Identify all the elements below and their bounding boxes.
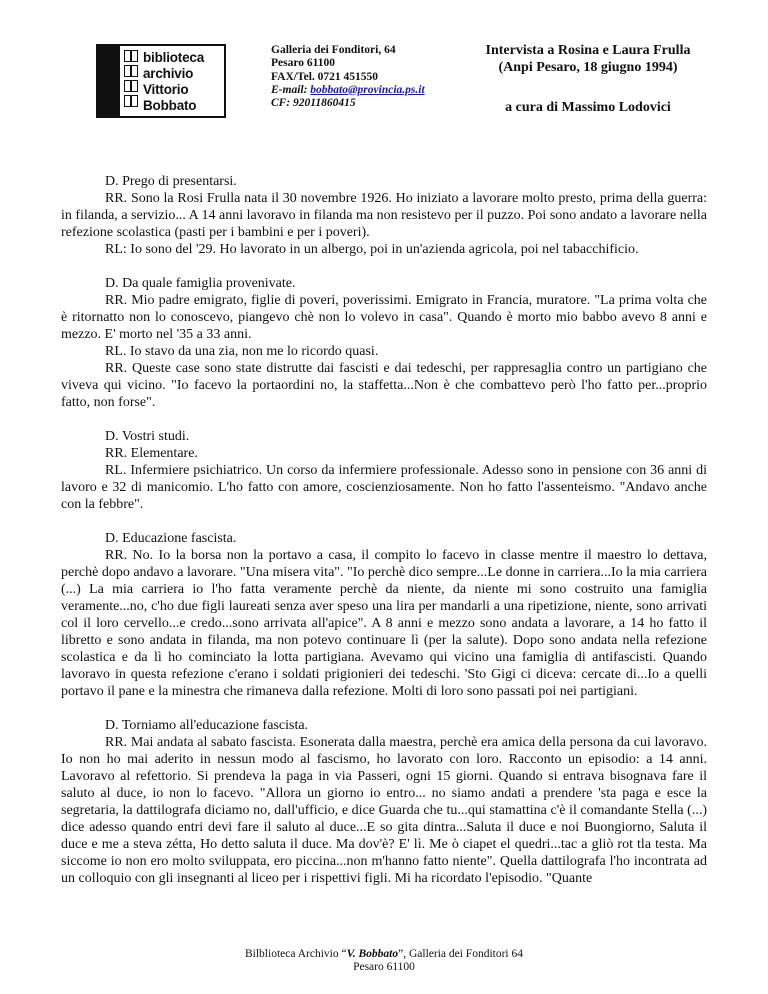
- contact-address: Galleria dei Fonditori, 64: [271, 44, 396, 56]
- library-logo: [96, 44, 226, 118]
- logo-bar: [98, 46, 120, 116]
- contact-fax: FAX/Tel. 0721 451550: [271, 70, 379, 83]
- book-icon: [124, 50, 138, 62]
- contact-email-link[interactable]: bobbato@provincia.ps.it: [310, 83, 425, 96]
- title-curator: a cura di Massimo Lodovici: [505, 100, 671, 115]
- interview-section: [61, 275, 707, 411]
- contact-city: Pesaro 61100: [271, 57, 335, 70]
- logo-word: Vittorio: [143, 82, 189, 97]
- logo-words: [143, 50, 204, 116]
- contact-cf: CF: 92011860415: [271, 97, 356, 110]
- interview-line: RR. Sono la Rosi Frulla nata il 30 novembre 1926. Ho iniziato a lavorare molto presto, prima della guerra: in filanda, a servizio... A 14 anni lavoravo in filanda ma non resistevo per il puzzo. Poi sono andato a lavorare nella refezione scolastica (pasti per i bambini e per i poveri).: [61, 191, 707, 240]
- interview-section: [61, 173, 707, 258]
- footer-line-2: Pesaro 61100: [353, 961, 415, 973]
- logo-word: archivio: [143, 66, 194, 81]
- interview-line: RL: Io sono del '29. Ho lavorato in un albergo, poi in un'azienda agricola, poi nel tabacchificio.: [105, 242, 639, 257]
- interview-line: D. Da quale famiglia provenivate.: [105, 276, 296, 291]
- logo-word: Bobbato: [143, 98, 197, 113]
- footer-suffix: ”, Galleria dei Fonditori 64: [398, 948, 523, 960]
- book-icon: [124, 65, 138, 77]
- interview-line: D. Prego di presentarsi.: [105, 174, 237, 189]
- footer-prefix: Bilblioteca Archivio “: [245, 948, 347, 960]
- interview-line: D. Vostri studi.: [105, 429, 190, 444]
- interview-section: [61, 428, 707, 513]
- book-icon: [124, 95, 138, 107]
- interview-line: RL. Io stavo da una zia, non me lo ricordo quasi.: [105, 344, 379, 359]
- interview-line: D. Torniamo all'educazione fascista.: [105, 718, 309, 733]
- footer-line-1: [0, 948, 768, 961]
- interview-line: RR. Queste case sono state distrutte dai fascisti e dai tedeschi, per rappresaglia contro un partigiano che viveva qui vicino. "Io facevo la portaordini no, la staffetta...Non è che combattevo però l'ho fatto per...proprio fatto, non forse".: [61, 361, 707, 410]
- interview-line: D. Educazione fascista.: [105, 531, 237, 546]
- contact-email-line: [271, 84, 425, 97]
- book-icon: [124, 80, 138, 92]
- logo-body: [120, 46, 204, 116]
- contact-email-label: E-mail:: [271, 83, 308, 96]
- interview-line: RR. Elementare.: [105, 446, 198, 461]
- footer-name: V. Bobbato: [346, 948, 399, 960]
- title-line-1: Intervista a Rosina e Laura Frulla: [485, 43, 691, 58]
- interview-body: [61, 173, 707, 904]
- logo-word: biblioteca: [143, 50, 205, 65]
- interview-line: RR. Mai andata al sabato fascista. Esonerata dalla maestra, perchè era amica della persona da cui lavoravo. Io non ho mai aderito in nessun modo al fascismo, ho lavorato con loro. Racconto un episodio: a 14 anni. Lavoravo al refettorio. Si prendeva la paga in via Passeri, ogni 15 giorni. Quando si entrava bisognava fare il saluto al duce, io non lo facevo. "Allora un giorno io entro... no siamo andati a prendere 'sta paga e esce la segretaria, la dattilografa diciamo no, dall'ufficio, e dice Guarda che tu...qui stamattina c'è il comandante Stella (...) dice adesso quando entri devi fare il saluto al duce...E so gita dintra...Saluta il duce e noi Buongiorno, Saluta il duce e me a steva zétta, Ho detto saluta il duce. Ma dov'è? E' lì. Me ò ciapet el quedri...tac a gliò rot tla testa. Ma siccome io non ero molto sviluppata, ero piccina...non m'hanno fatto niente". Quella dattilografa l'ho incontrata ad un colloquio con gli insegnanti al liceo per i rispettivi figli. Mi ha ricordato l'episodio. "Quante: [61, 735, 707, 886]
- interview-section: [61, 717, 707, 887]
- page-footer: [0, 948, 768, 974]
- interview-line: RR. Mio padre emigrato, figlie di poveri, poverissimi. Emigrato in Francia, muratore. "La prima volta che è ritornatto non lo conoscevo, piangevo chè non lo volevo in casa". Quando è morto mio babbo avevo 8 anni e mezzo. E' morto nel '35 a 33 anni.: [61, 293, 707, 342]
- interview-line: RR. No. Io la borsa non la portavo a casa, il compito lo facevo in classe mentre il maestro lo dettava, perchè dopo andavo a lavorare. "Una misera vita". "Io perchè dico sempre...Le donne in carriera...Io la mia carriera (...) La mia carriera io l'ho fatta veramente perchè da niente, da niente mi sono costruito una famiglia veramente...no, c'ho due figli laureati senza aver speso una lira per mandarli a una ripetizione, niente, sono arrivati col il loro cervello...e credo...sono arrivata all'apice". A 8 anni e mezzo sono andata a lavorare, a 14 ho fatto il libretto e sono andata in filanda, ma non potevo continuare lì (per la salute). Dopo sono andata nella refezione scolastica e da lì ho cominciato la lotta partigiana. Avevamo qui vicino una famiglia di antifascisti. Quando lavoravo in questa refezione c'erano i soldati prigionieri dei tedeschi. 'Sto Gigi ci diceva: cercate di...Io a quelli portavo il pane e la minestra che rimaneva dalla refezione. Molti di loro sono passati poi nei partigiani.: [61, 548, 707, 699]
- interview-section: [61, 530, 707, 700]
- interview-line: RL. Infermiere psichiatrico. Un corso da infermiere professionale. Adesso sono in pensione con 36 anni di lavoro e 32 di manicomio. L'ho fatto con amore, coscienziosamente. Non ho fatto l'assenteismo. "Andavo anche con la febbre".: [61, 463, 707, 512]
- title-line-2: (Anpi Pesaro, 18 giugno 1994): [498, 60, 678, 75]
- logo-book-icons: [124, 50, 138, 116]
- document-title: [458, 42, 718, 116]
- contact-block: [271, 44, 425, 110]
